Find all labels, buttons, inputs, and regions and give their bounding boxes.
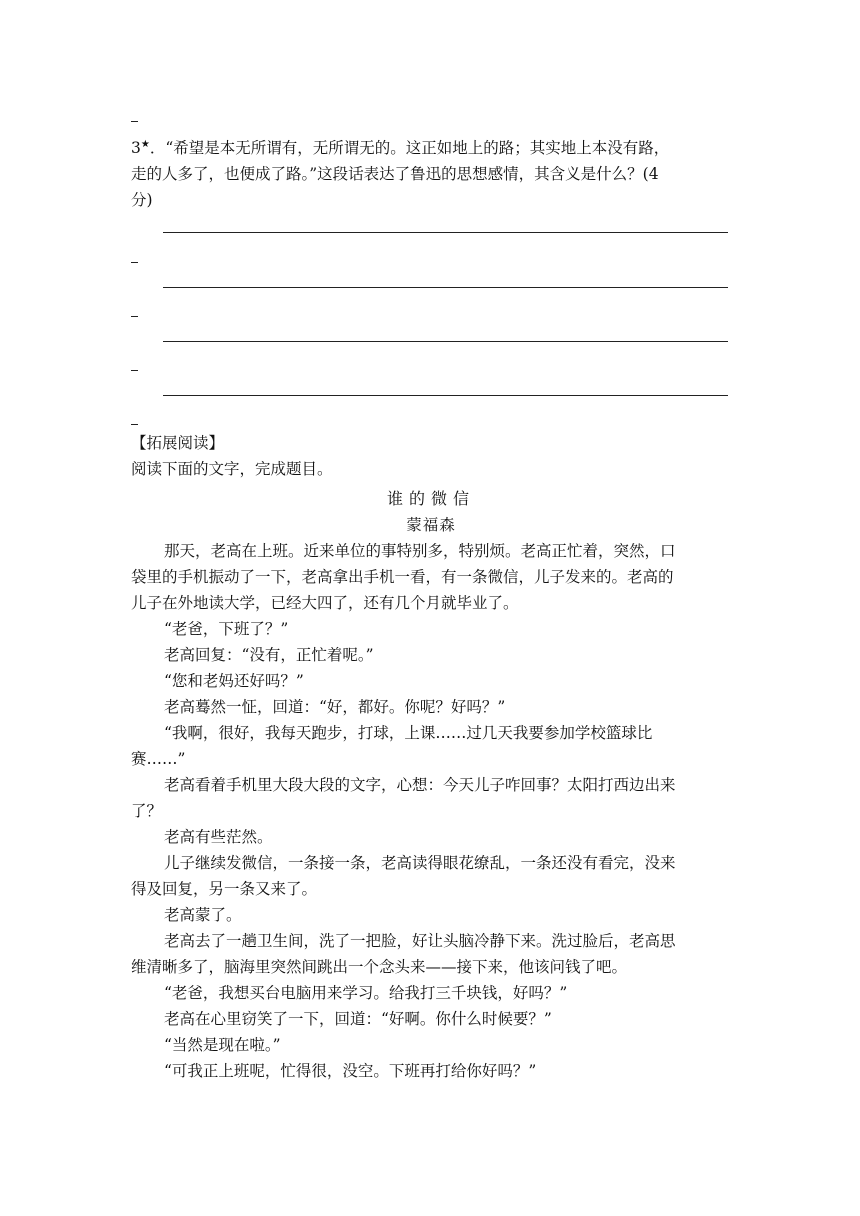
question-3-line-1 (131, 132, 731, 161)
dash-mark (131, 121, 138, 122)
paragraph-line: 了？ (131, 802, 163, 820)
dash-mark (131, 370, 138, 371)
paragraph-line: 那天，老高在上班。近来单位的事特别多，特别烦。老高正忙着，突然，口 (164, 542, 676, 560)
section-instruction: 阅读下面的文字，完成题目。 (131, 460, 333, 478)
question-text: ．“希望是本无所谓有，无所谓无的。这正如地上的路；其实地上本没有路， (149, 139, 670, 157)
paragraph-line: 得及回复，另一条又来了。 (131, 880, 318, 898)
paragraph-line: 儿子继续发微信，一条接一条，老高读得眼花缭乱，一条还没有看完，没来 (164, 854, 676, 872)
dash-mark (131, 424, 138, 425)
article-body (131, 538, 731, 1084)
answer-line[interactable] (163, 232, 728, 233)
question-3 (131, 132, 731, 213)
paragraph-line: 赛……” (131, 750, 186, 768)
answer-line[interactable] (163, 287, 728, 288)
paragraph-line: 老高去了一趟卫生间，洗了一把脸，好让头脑冷静下来。洗过脸后，老高思 (164, 932, 676, 950)
article-author: 蒙福森 (406, 516, 456, 534)
paragraph-line: “可我正上班呢，忙得很，没空。下班再打给你好吗？” (164, 1062, 537, 1080)
paragraph-line: “老爸，下班了？” (164, 620, 289, 638)
dash-mark (131, 262, 138, 263)
paragraph-line: “我啊，很好，我每天跑步，打球，上课……过几天我要参加学校篮球比 (164, 724, 653, 742)
paragraph-line: “您和老妈还好吗？” (164, 672, 304, 690)
paragraph-line: “当然是现在啦。” (164, 1036, 281, 1054)
answer-line[interactable] (163, 395, 728, 396)
paragraph-line: 老高蒙了。 (164, 906, 242, 924)
question-3-line-3: 分) (131, 191, 153, 209)
dash-mark (131, 316, 138, 317)
paragraph-line: “老爸，我想买台电脑用来学习。给我打三千块钱，好吗？” (164, 984, 568, 1002)
paragraph-line: 儿子在外地读大学，已经大四了，还有几个月就毕业了。 (131, 594, 519, 612)
paragraph-line: 维清晰多了，脑海里突然间跳出一个念头来——接下来，他该问钱了吧。 (131, 958, 628, 976)
extension-reading (131, 430, 731, 1084)
star-mark: ★ (140, 139, 150, 150)
paragraph-line: 老高看着手机里大段大段的文字，心想：今天儿子咋回事？太阳打西边出来 (164, 776, 676, 794)
article-title: 谁的微信 (386, 489, 475, 508)
paragraph-line: 袋里的手机振动了一下，老高拿出手机一看，有一条微信，儿子发来的。老高的 (131, 568, 674, 586)
paragraph-line: 老高在心里窃笑了一下，回道：“好啊。你什么时候要？” (164, 1010, 552, 1028)
paragraph-line: 老高蓦然一怔，回道：“好，都好。你呢？好吗？” (164, 698, 506, 716)
paragraph-line: 老高回复：“没有，正忙着呢。” (164, 646, 374, 664)
section-header: 【拓展阅读】 (131, 434, 225, 452)
question-3-line-2: 走的人多了，也便成了路。”这段话表达了鲁迅的思想感情，其含义是什么？(4 (131, 165, 659, 183)
question-number: 3 (131, 139, 141, 157)
answer-line[interactable] (163, 341, 728, 342)
paragraph-line: 老高有些茫然。 (164, 828, 273, 846)
